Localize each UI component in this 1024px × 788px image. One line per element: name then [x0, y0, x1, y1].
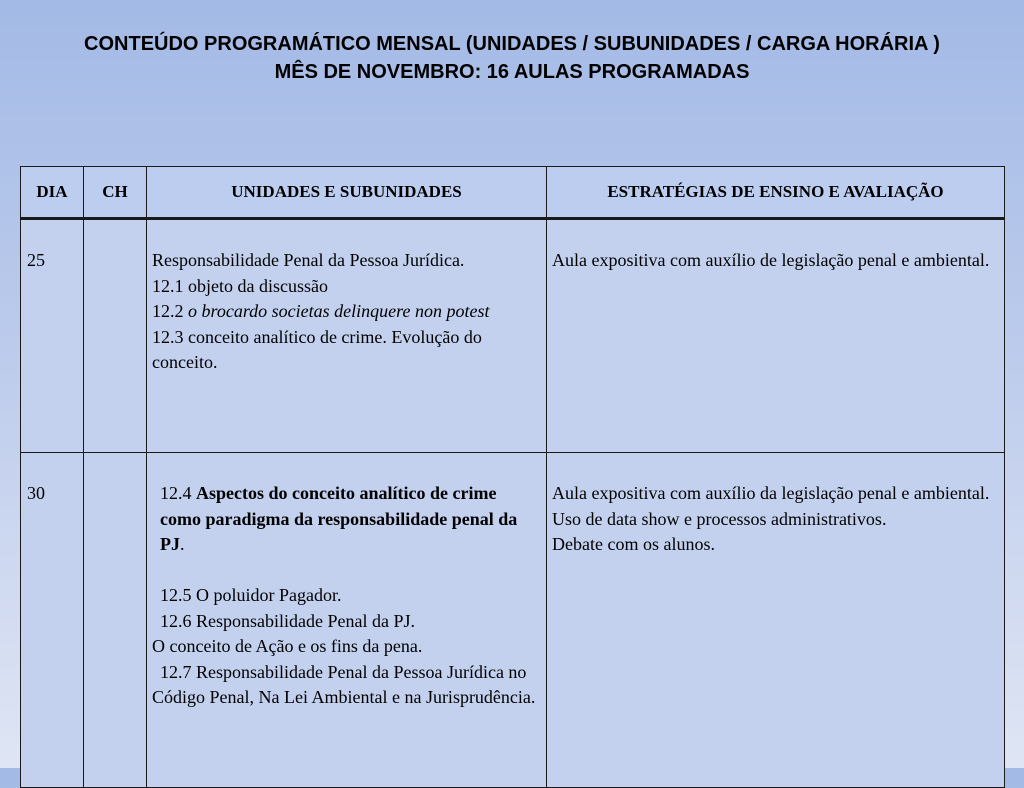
- unit-item: 12.6 Responsabilidade Penal da PJ.: [160, 610, 415, 631]
- slide-title: [0, 30, 1024, 86]
- strategy-line: Aula expositiva com auxílio da legislação penal e ambiental.: [552, 483, 990, 503]
- title-line-1: CONTEÚDO PROGRAMÁTICO MENSAL (UNIDADES / SUBUNIDADES / CARGA HORÁRIA ): [84, 33, 940, 55]
- cell-estrategias: Aula expositiva com auxílio de legislação penal e ambiental.: [547, 219, 1005, 453]
- unit-line: Responsabilidade Penal da Pessoa Jurídica.: [152, 250, 465, 270]
- unit-item: [152, 481, 540, 558]
- unit-italic: o brocardo societas delinquere non potest: [188, 301, 490, 321]
- cell-unidades: [147, 453, 547, 788]
- strategy-line: Uso de data show e processos administrativos.: [552, 508, 887, 529]
- unit-bold: Aspectos do conceito analítico de crime como paradigma da responsabilidade penal da PJ: [160, 483, 518, 554]
- cell-ch: [84, 453, 147, 788]
- unit-suffix: .: [180, 534, 185, 554]
- unit-item: 12.5 O poluidor Pagador.: [160, 585, 342, 605]
- header-estrategias: ESTRATÉGIAS DE ENSINO E AVALIAÇÃO: [547, 167, 1005, 219]
- strategy-line: Debate com os alunos.: [552, 534, 715, 554]
- unit-item: [152, 660, 540, 711]
- schedule-table: [20, 166, 1005, 788]
- header-unidades: UNIDADES E SUBUNIDADES: [147, 167, 547, 219]
- cell-unidades: [147, 219, 547, 453]
- header-dia: DIA: [21, 167, 84, 219]
- unit-line: [152, 299, 540, 325]
- cell-ch: [84, 219, 147, 453]
- cell-estrategias: [547, 453, 1005, 788]
- table-header-row: [21, 167, 1005, 219]
- cell-dia: 25: [21, 219, 84, 453]
- unit-prefix: 12.2: [152, 301, 188, 321]
- title-line-2: MÊS DE NOVEMBRO: 16 AULAS PROGRAMADAS: [274, 61, 750, 83]
- table-row: [21, 219, 1005, 453]
- unit-prefix: 12.4: [160, 483, 196, 503]
- spacer: [152, 558, 540, 584]
- unit-line: 12.3 conceito analítico de crime. Evolução do conceito.: [152, 326, 482, 372]
- cell-dia: 30: [21, 453, 84, 788]
- table-row: [21, 453, 1005, 788]
- unit-item-continuation: O conceito de Ação e os fins da pena.: [152, 636, 423, 656]
- unit-text: 12.7 Responsabilidade Penal da Pessoa Jurídica no Código Penal, Na Lei Ambiental e na Jurisprudência.: [152, 661, 536, 707]
- unit-line: 12.1 objeto da discussão: [152, 275, 328, 296]
- header-ch: CH: [84, 167, 147, 219]
